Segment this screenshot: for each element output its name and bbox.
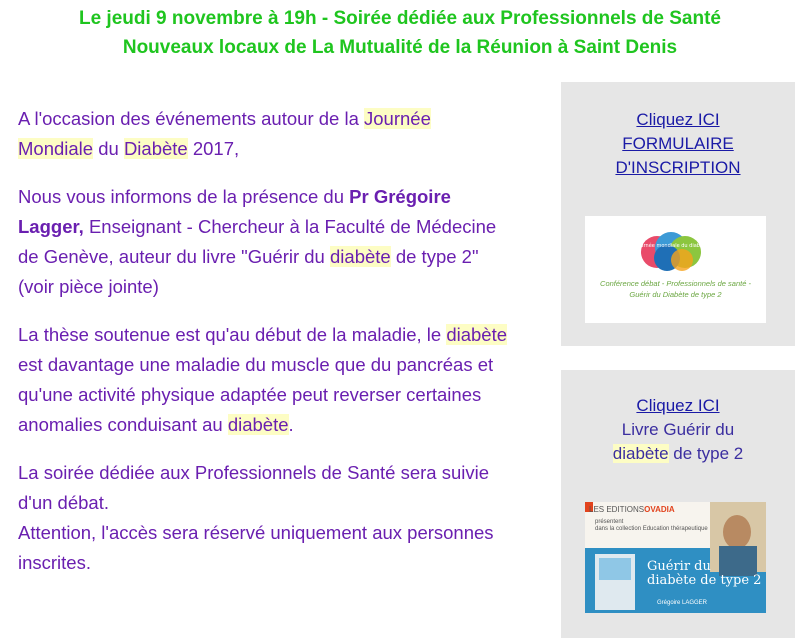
highlight-keyword: Journée [364, 108, 431, 129]
highlight-keyword: diabète [227, 414, 289, 435]
text-fragment: Attention, l'accès sera réservé uniquement aux personnes inscrites. [18, 522, 494, 573]
text-fragment: Nous vous informons de la présence du [18, 186, 350, 207]
diabetes-day-logo [585, 216, 766, 323]
registration-form-link[interactable]: FORMULAIRE [622, 134, 734, 153]
publisher-name [589, 505, 675, 514]
text-fragment: du [93, 138, 124, 159]
cover-title-line: diabète de type 2 [647, 573, 762, 588]
registration-link[interactable]: Cliquez ICI [636, 110, 720, 129]
logo-text: Journée mondiale du diabète [635, 243, 709, 249]
book-box [561, 370, 795, 638]
cover-title-line: Guérir du [647, 559, 711, 574]
speaker-paragraph [18, 182, 518, 302]
cover-title [647, 560, 761, 588]
registration-text [561, 108, 795, 180]
highlight-keyword: diabète [612, 444, 669, 463]
presents-text: présentent [595, 519, 624, 525]
highlight-keyword: Mondiale [18, 138, 94, 159]
publisher-brand: OVADIA [644, 505, 675, 514]
collection-text: dans la collection Education thérapeutique [595, 526, 708, 532]
text-fragment: de type 2" (voir pièce jointe) [18, 246, 479, 297]
flyer-title-line: Guérir du Diabète de type 2 [629, 290, 722, 299]
book-label-end: de type 2 [668, 444, 744, 463]
highlight-keyword: Diabète [123, 138, 188, 159]
event-date-title: Le jeudi 9 novembre à 19h - Soirée dédiée aux Professionnels de Santé [78, 8, 721, 29]
publisher-part: LES EDITIONS [589, 505, 645, 514]
notice-paragraph [18, 458, 518, 578]
text-fragment: est davantage une maladie du muscle que du pancréas et qu'une activité physique adaptée peut reverser certaines anomalies conduisant au [18, 354, 494, 435]
thesis-paragraph [18, 320, 518, 440]
highlight-keyword: diabète [446, 324, 508, 345]
speaker-name: Pr Grégoire Lagger, [18, 186, 451, 237]
text-fragment: . [288, 414, 294, 435]
text-fragment: Enseignant - Chercheur à la Faculté de Médecine de Genève, auteur du livre "Guérir du [18, 216, 497, 267]
book-label: Livre Guérir du [621, 420, 735, 439]
book-text [561, 394, 795, 466]
book-link[interactable]: Cliquez ICI [636, 396, 720, 415]
text-fragment: La thèse soutenue est qu'au début de la maladie, le [18, 324, 447, 345]
book-cover-image[interactable] [585, 502, 766, 613]
flyer-title [585, 278, 766, 300]
flyer-title-line: Conférence débat - Professionnels de santé - [600, 279, 751, 288]
text-fragment: 2017, [187, 138, 240, 159]
registration-box [561, 82, 795, 346]
text-fragment: A l'occasion des événements autour de la [18, 108, 364, 129]
cover-author: Grégoire LAGGER [657, 600, 708, 606]
event-location-title: Nouveaux locaux de La Mutualité de la Réunion à Saint Denis [122, 37, 678, 58]
highlight-keyword: diabète [330, 246, 391, 267]
main-text [18, 104, 518, 596]
event-header [0, 4, 800, 62]
cover-presents [595, 519, 708, 533]
conference-flyer-image[interactable] [585, 216, 766, 323]
intro-paragraph [18, 104, 518, 164]
text-fragment: La soirée dédiée aux Professionnels de Santé sera suivie d'un débat. [18, 462, 490, 513]
registration-form-link-2[interactable]: D'INSCRIPTION [615, 158, 741, 177]
